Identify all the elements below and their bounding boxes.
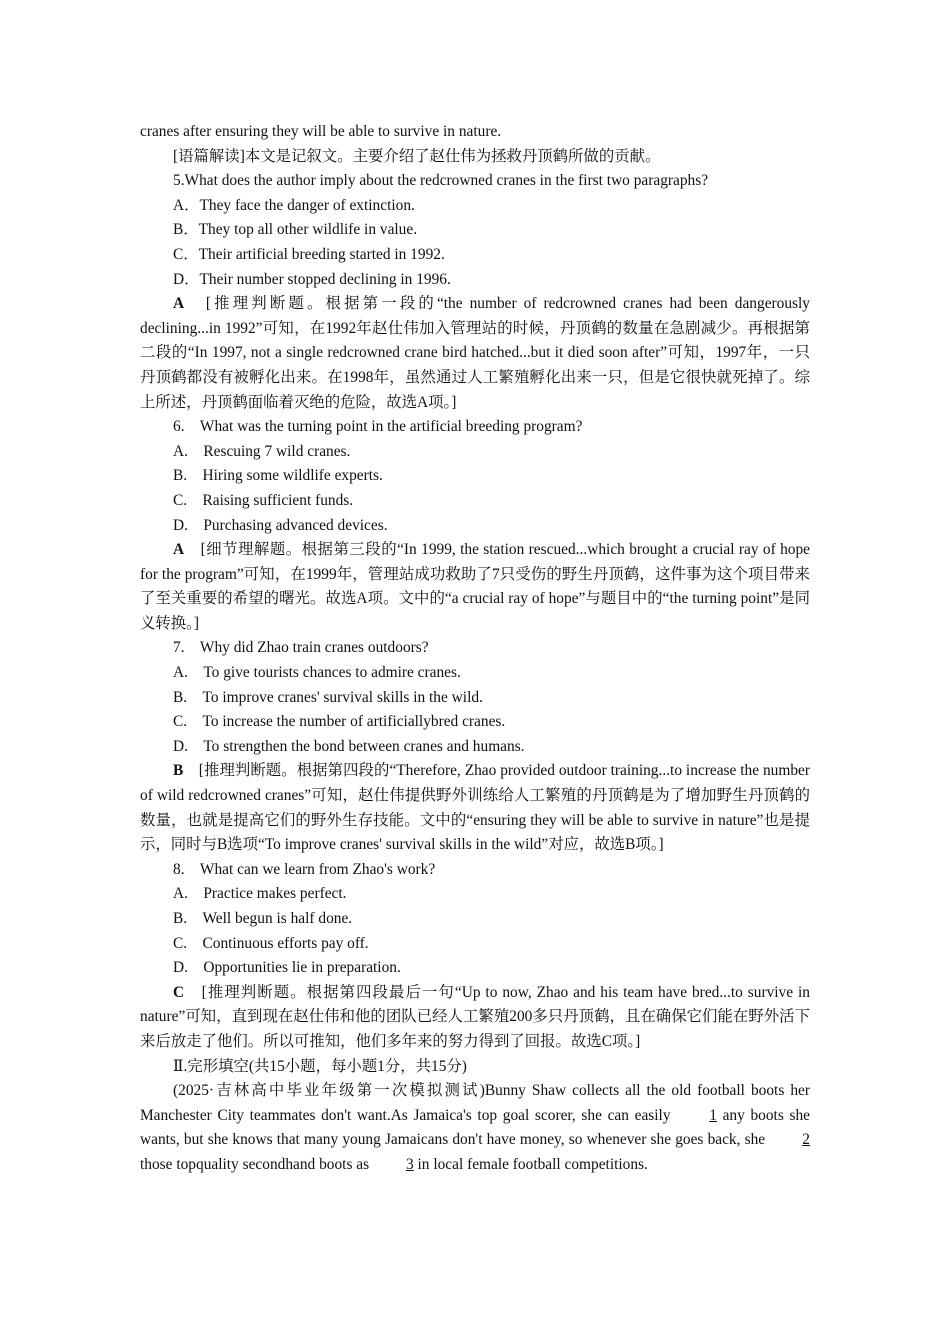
question-7 bbox=[140, 636, 810, 857]
option-d: D. Purchasing advanced devices. bbox=[173, 516, 388, 534]
blank-3: 3 bbox=[405, 1155, 414, 1173]
answer-explanation bbox=[140, 981, 810, 1055]
option-b: B．They top all other wildlife in value. bbox=[173, 221, 418, 239]
section-note: (共15小题，每小题1分，共15分) bbox=[248, 1057, 467, 1075]
reading-note-text: 本文是记叙文。主要介绍了赵仕伟为拯救丹顶鹤所做的贡献。 bbox=[244, 147, 661, 165]
section-heading bbox=[140, 1055, 810, 1080]
cloze-text: in local female football competitions. bbox=[413, 1155, 648, 1173]
question-6 bbox=[140, 415, 810, 636]
cloze-text: Bunny Shaw collects all the old football boots her Manchester City teammates don't want.As Jamaica's top goal scorer, she can easily bbox=[140, 1082, 810, 1124]
option-b: B. Well begun is half done. bbox=[173, 910, 353, 927]
option-c: C．Their artificial breeding started in 1992. bbox=[173, 245, 445, 263]
answer-key: C bbox=[173, 983, 185, 1001]
option-c: C. To increase the number of artificiallybred cranes. bbox=[173, 713, 506, 731]
option-b: B. To improve cranes' survival skills in the wild. bbox=[173, 688, 483, 706]
answer-explanation bbox=[140, 538, 810, 636]
section-title: Ⅱ.完形填空 bbox=[173, 1057, 249, 1075]
answer-key: B bbox=[173, 762, 184, 780]
option-a: A. Rescuing 7 wild cranes. bbox=[173, 442, 351, 460]
question-stem: 5.What does the author imply about the redcrowned cranes in the first two paragraphs? bbox=[173, 172, 709, 190]
explanation-text: [细节理解题。根据第三段的“In 1999, the station rescued...which brought a crucial ray of hope for the program”可知，在1999年，管理站成功救助了7只受伤的野生丹顶鹤，这件事为这个项目带来了至关重要的希望的曙光。故选A项。文中的“a crucial ray of hope”与题目中的“the turning point”是同义转换。] bbox=[140, 541, 810, 632]
option-a: A. To give tourists chances to admire cranes. bbox=[173, 664, 461, 682]
passage-tail: cranes after ensuring they will be able to survive in nature. bbox=[140, 123, 502, 140]
option-d: D. Opportunities lie in preparation. bbox=[173, 959, 401, 977]
reading-note-label: [语篇解读] bbox=[173, 147, 245, 165]
option-d: D. To strengthen the bond between cranes and humans. bbox=[173, 737, 525, 755]
option-b: B. Hiring some wildlife experts. bbox=[173, 467, 383, 485]
answer-key: A bbox=[173, 541, 185, 559]
question-8 bbox=[140, 858, 810, 1055]
option-d: D．Their number stopped declining in 1996. bbox=[173, 270, 451, 288]
option-c: C. Continuous efforts pay off. bbox=[173, 934, 369, 952]
explanation-text: [推理判断题。根据第四段的“Therefore, Zhao provided outdoor training...to increase the number of wild redcrowned cranes”可知，赵仕伟提供野外训练给人工繁殖的丹顶鹤是为了增加野生丹顶鹤的数量，也就是提高它们的野外生存技能。文中的“ensuring they will be able to survive in nature”也是提示，同时与B选项“To improve cranes' survival skills in the wild”对应，故选B项。] bbox=[140, 762, 810, 854]
question-stem: 8. What can we learn from Zhao's work? bbox=[173, 860, 436, 878]
question-5 bbox=[140, 169, 810, 415]
question-stem: 6. What was the turning point in the artificial breeding program? bbox=[173, 418, 583, 436]
option-a: A．They face the danger of extinction. bbox=[173, 196, 415, 214]
explanation-text: [推理判断题。根据第一段的“the number of redcrowned cranes had been dangerously declining...in 1992”可知，在1992年赵仕伟加入管理站的时候，丹顶鹤的数量在急剧减少。再根据第二段的“In 1997, not a single redcrowned crane bird hatched...but it died soon after”可知，1997年，一只丹顶鹤都没有被孵化出来。在1998年，虽然通过人工繁殖孵化出来一只，但是它很快就死掉了。综上所述，丹顶鹤面临着灭绝的危险，故选A项。] bbox=[140, 295, 810, 411]
cloze-text: those topquality secondhand boots as bbox=[140, 1155, 373, 1173]
blank-2: 2 bbox=[802, 1131, 810, 1149]
cloze-passage bbox=[140, 1079, 810, 1177]
document-page bbox=[140, 120, 810, 1178]
option-c: C. Raising sufficient funds. bbox=[173, 491, 354, 509]
reading-note bbox=[140, 145, 810, 170]
cloze-text: any boots she wants, but she knows that many young Jamaicans don't have money, so whenever she goes back, she bbox=[140, 1106, 810, 1149]
answer-key: A bbox=[173, 295, 185, 313]
option-a: A. Practice makes perfect. bbox=[173, 885, 347, 903]
cloze-source: (2025·吉林高中毕业年级第一次模拟测试) bbox=[173, 1082, 485, 1100]
answer-explanation bbox=[140, 292, 810, 415]
blank-1: 1 bbox=[709, 1106, 717, 1124]
question-stem: 7. Why did Zhao train cranes outdoors? bbox=[173, 639, 429, 657]
explanation-text: [推理判断题。根据第四段最后一句“Up to now, Zhao and his team have bred...to survive in nature”可知，直到现在赵仕伟和他的团队已经人工繁殖200多只丹顶鹤，且在确保它们能在野外活下来后放走了他们。所以可推知，他们多年来的努力得到了回报。故选C项。] bbox=[140, 983, 810, 1050]
answer-explanation bbox=[140, 759, 810, 857]
